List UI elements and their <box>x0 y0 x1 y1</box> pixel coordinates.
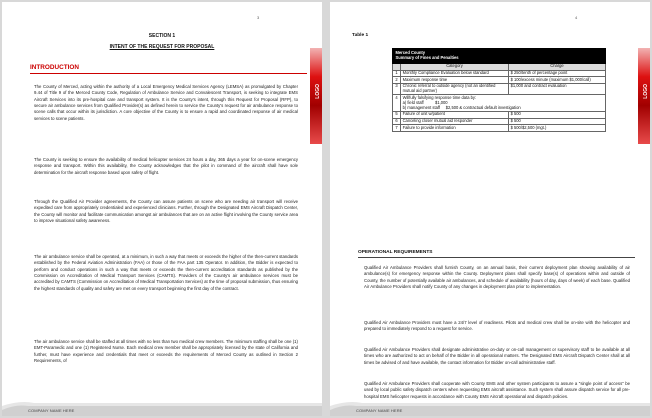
logo-text: LOGO <box>315 84 321 99</box>
table-row <box>393 118 606 125</box>
table-label: Table 1 <box>352 33 369 38</box>
row-charge: $1,000 and contract evaluation <box>509 83 606 95</box>
row-category: Maximum response time <box>401 77 509 84</box>
fines-table <box>392 48 606 132</box>
logo-tab <box>310 48 322 144</box>
row-number: 1 <box>393 70 401 77</box>
table-header-row <box>393 49 606 64</box>
row-number: 5 <box>393 111 401 118</box>
paragraph-3: Qualified Air Ambulance Providers shall designate administrative on-duty or on-call management or supervisory staff to be available at all times who are authorized to act on behalf of the Bidder in all operational matters. The Designated EMS Aircraft Dispatch Center shall at all times be advised of and have available, the contact information for Bidder on-call administrative staff. <box>364 347 630 365</box>
row-category: Failure to provide information <box>401 125 509 132</box>
table-row <box>393 70 606 77</box>
table-row <box>393 95 606 112</box>
page-number: 4 <box>575 15 578 20</box>
paragraph-2: The County is seeking to ensure the availability of medical helicopter services 24 hours a day, 365 days a year for on-scene emergency response and transport. Within this availability, the County acknowledges that the pilot in command of the aircraft shall have sole determination for the aircraft response based upon safety of flight. <box>34 157 298 175</box>
table-row <box>393 83 606 95</box>
row-charge: $ 100/excess minute (maximum $1,000/call) <box>509 77 606 84</box>
row-charge: $ 250/tenth of percentage point <box>509 70 606 77</box>
row-line: a) field staff $1,000 <box>402 99 448 105</box>
table-subtitle: Summary of Fines and Penalties <box>395 54 459 60</box>
table-row <box>393 125 606 132</box>
row-line: Willfully falsifying response time data by: <box>402 94 477 100</box>
paragraph-2: Qualified Air Ambulance Providers must have a 24/7 level of readiness. Pilots and medical crew shall be on-site with the helicopter and prepared to immediately respond to a request for service. <box>364 320 630 332</box>
row-number: 7 <box>393 125 401 132</box>
table-column-headers <box>393 63 606 70</box>
row-charge: $ 500 <box>509 118 606 125</box>
row-charge: $ 500 <box>509 111 606 118</box>
paragraph-5: The air ambulance service shall be staffed at all times with no less than two medical crew members. The minimum staffing shall be one (1) EMT-Paramedic and one (1) Registered Nurse. Each medical crew member shall be appropriately licensed by the state of California and further, must have experience and credentials that meet or exceeds the requirements of Merced County as outlined in Section 2 Requirements, of <box>34 339 298 364</box>
paragraph-3: Through the Qualified Air Provider agreements, the County can assure patients on scene who are needing air transport will receive expedited care from appropriately credentialed and experienced clinicians. Further, through the Designated EMS Aircraft Dispatch Center, the County will monitor and facilitate communication amongst air ambulances that are on an active flight involving the County service area to improve situational safety awareness. <box>34 199 298 224</box>
logo-tab <box>638 48 650 144</box>
row-category: Chronic referral to outside agency (not an identified mutual aid partner) <box>401 83 509 95</box>
paragraph-4: The air ambulance service shall be operated, at a minimum, in such a way that meets or exceeds the higher of the then-current standards established by the Federal Aviation Administration (FAA) or those of the FAA part 135 Operator. In addition, the Bidder is expected to perform and conduct operations in such a way that meets or exceeds the then-current accreditation standards as published by the Commission on Accreditation of Medical Transport Services (CAMTS). Providers of the County's air ambulance services must be accredited by CAMTS (Commission on Accreditation of Medical Transportation Services) at the time of proposal submission, thus ensuring the highest standards of quality and safety are met on every transport beginning the first day of the contract. <box>34 254 298 291</box>
row-number: 2 <box>393 77 401 84</box>
row-category <box>401 95 606 112</box>
operational-requirements-heading: OPERATIONAL REQUIREMENTS <box>358 250 433 255</box>
row-line: b) management staff $2,500 & contractual default investigation <box>402 104 521 110</box>
row-category: Canceling closer mutual aid responder <box>401 118 509 125</box>
footer-company-name: COMPANY NAME HERE <box>356 408 403 413</box>
section-subtitle: INTENT OF THE REQUEST FOR PROPOSAL <box>109 44 215 50</box>
row-number: 3 <box>393 83 401 95</box>
heading-rule <box>358 257 635 258</box>
page-3 <box>2 2 322 416</box>
column-header-charge: Charge <box>509 63 606 70</box>
heading-rule <box>30 73 307 74</box>
section-title: SECTION 1 <box>148 33 176 39</box>
column-header-category: Category <box>401 63 509 70</box>
paragraph-1: The County of Merced, acting within the authority of a Local Emergency Medical Services Agency (LEMSA) as promulgated by Chapter 9.44 of Title 9 of the Merced County Code, Regulation of Ambulance Service and Convalescent Transport, is seeking to integrate EMS Aircraft Services into its pre-hospital care and transport system. It is the County's intent, through this Request for Proposal (RFP), to secure air ambulance services from Qualified Provider(s) as defined herein to service the County's request for air ambulance response to scene calls that occur within its jurisdiction. A core objective of the County is to ensure a rapid and coordinated response of air medical services to scene patients. <box>34 84 298 121</box>
row-charge: $ 500/$2,500 (mgt.) <box>509 125 606 132</box>
row-category: Failure of unit w/patient <box>401 111 509 118</box>
row-number: 6 <box>393 118 401 125</box>
paragraph-4: Qualified Air Ambulance Providers shall cooperate with County EMS and other system participants to assure a "single point of access" be used by local public safety dispatch centers when requesting EMS aircraft assistance. Such system shall assure dispatch service for all pre-hospital EMS helicopter requests in accordance with County EMS Aircraft operational and dispatch policies. <box>364 381 630 399</box>
page-number: 3 <box>257 15 260 20</box>
introduction-heading: INTRODUCTION <box>30 64 79 71</box>
row-category: Monthly Compliance Evaluation below standard <box>401 70 509 77</box>
row-number: 4 <box>393 95 401 112</box>
paragraph-1: Qualified Air Ambulance Providers shall furnish County, on an annual basis, their current deployment plan showing availability of air ambulance(s) for emergency response within the County. Deployment plans shall specify base(s) of operations within and outside of County, the number of potentially available air ambulances, and schedule of availability (hours of day, days of week) of each base. Qualified Air Ambulance Providers shall notify County of any changes in deployment plan prior to implementation. <box>364 265 630 290</box>
logo-text: LOGO <box>643 84 649 99</box>
footer-company-name: COMPANY NAME HERE <box>28 408 75 413</box>
table-title: Merced County <box>395 50 426 55</box>
page-4 <box>330 2 650 416</box>
